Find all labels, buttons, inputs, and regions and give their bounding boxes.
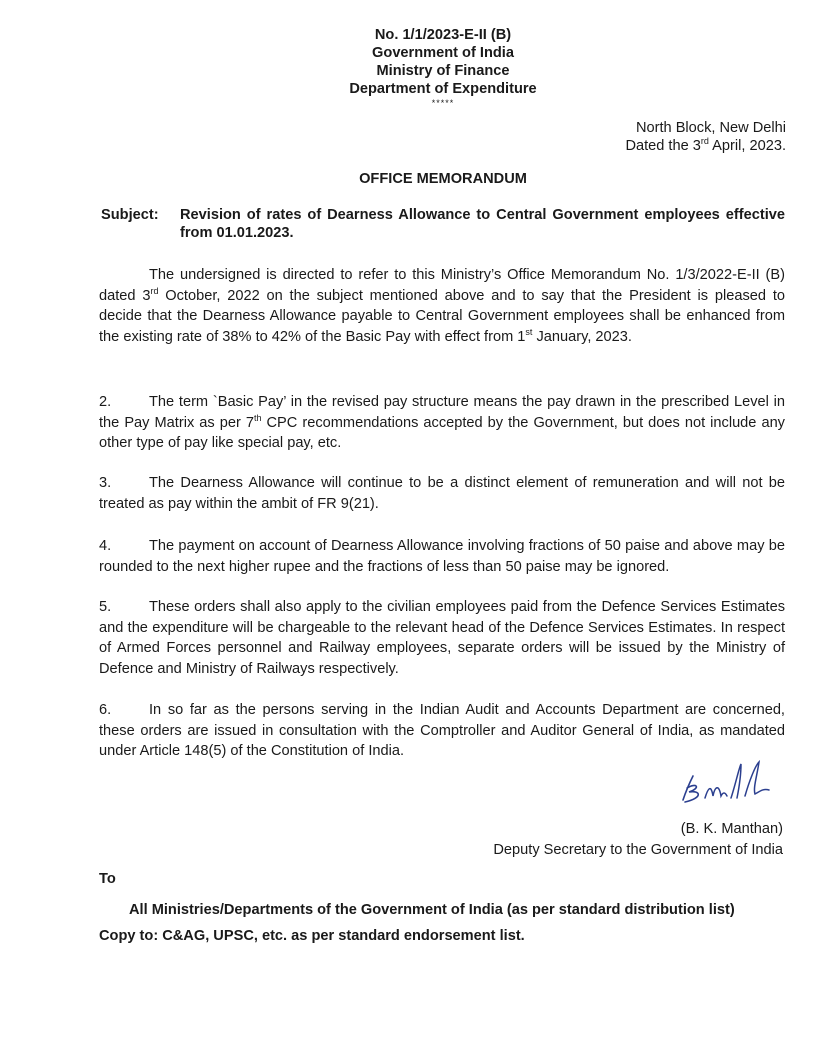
- paragraph-number: 3.: [99, 475, 112, 491]
- paragraph-2: 2. The term `Basic Pay’ in the revised pay structure means the pay drawn in the prescribed Level in the Pay Matrix as per 7th CPC recommendations accepted by the Government, but does not include any other type of pay like special pay, etc.: [99, 394, 785, 451]
- department-name: Department of Expenditure: [349, 81, 537, 97]
- paragraph-4: 4. The payment on account of Dearness Allowance involving fractions of 50 paise and above may be rounded to the next higher rupee and the fractions of less than 50 paise may be ignored.: [99, 538, 785, 575]
- subject-label: Subject:: [101, 207, 159, 223]
- handwritten-signature: [675, 758, 775, 808]
- paragraph-6: 6. In so far as the persons serving in the Indian Audit and Accounts Department are concerned, these orders are issued in consultation with the Comptroller and Auditor General of India, as mandated under Article 148(5) of the Constitution of India.: [99, 702, 785, 759]
- signatory-name: (B. K. Manthan): [680, 821, 783, 837]
- to-label: To: [99, 871, 116, 887]
- paragraph-number: 2.: [99, 394, 112, 410]
- ministry-name: Ministry of Finance: [376, 63, 510, 79]
- header-separator: *****: [431, 98, 455, 108]
- subject-block: [101, 206, 785, 242]
- paragraph-3: 3. The Dearness Allowance will continue to be a distinct element of remuneration and will not be treated as pay within the ambit of FR 9(21).: [99, 475, 785, 512]
- paragraph-number: 5.: [99, 599, 112, 615]
- paragraph-number: 6.: [99, 702, 112, 718]
- file-number: No. 1/1/2023-E-II (B): [374, 27, 512, 43]
- memorandum-title: OFFICE MEMORANDUM: [359, 171, 527, 187]
- place-and-date: [625, 119, 786, 155]
- document-header: [0, 26, 840, 108]
- paragraph-1: The undersigned is directed to refer to this Ministry’s Office Memorandum No. 1/3/2022-E-II (B) dated 3rd October, 2022 on the subject mentioned above and to say that the President is pleased to decide that the Dearness Allowance payable to Central Government employees shall be enhanced from the existing rate of 38% to 42% of the Basic Pay with effect from 1st January, 2023.: [99, 267, 785, 345]
- location: North Block, New Delhi: [635, 120, 786, 136]
- paragraph-5: 5. These orders shall also apply to the civilian employees paid from the Defence Services Estimates and the expenditure will be chargeable to the relevant head of the Defence Services Estimates. In respect of Armed Forces personnel and Railway employees, separate orders will be issued by the Ministry of Defence and Ministry of Railways respectively.: [99, 599, 785, 677]
- subject-text: Revision of rates of Dearness Allowance to Central Government employees effective from 01.01.2023.: [180, 207, 785, 241]
- distribution-list: All Ministries/Departments of the Government of India (as per standard distribution list): [129, 902, 735, 918]
- copy-to-line: Copy to: C&AG, UPSC, etc. as per standard endorsement list.: [99, 928, 525, 944]
- paragraph-number: 4.: [99, 538, 112, 554]
- date-line: Dated the 3rd April, 2023.: [625, 136, 786, 154]
- signatory-designation: Deputy Secretary to the Government of India: [493, 842, 783, 858]
- government-name: Government of India: [372, 45, 514, 61]
